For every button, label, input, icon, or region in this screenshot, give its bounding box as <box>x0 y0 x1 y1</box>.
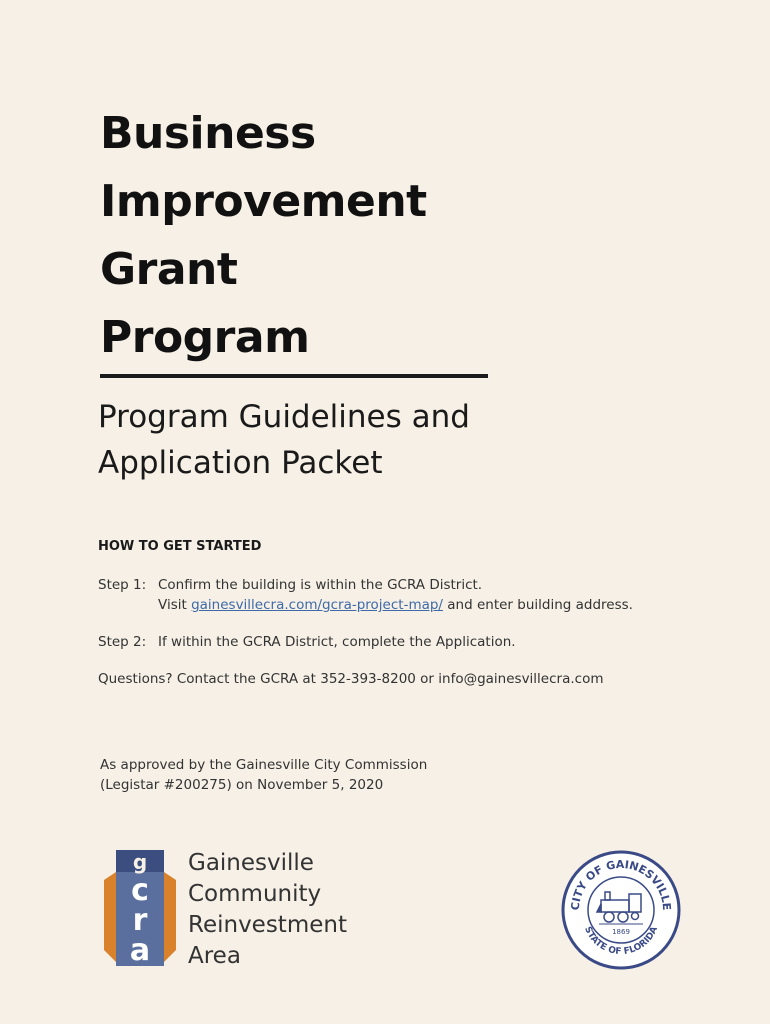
logo-left-fin <box>104 872 116 962</box>
document-title <box>100 100 427 372</box>
visit-prefix: Visit <box>158 597 187 613</box>
step-2 <box>98 632 516 652</box>
logo-right-fin <box>164 872 176 962</box>
approval-note <box>100 755 427 795</box>
step-1-label: Step 1: <box>98 577 147 593</box>
approval-line-2: (Legistar #200275) on November 5, 2020 <box>100 777 384 793</box>
title-line-2: Improvement <box>100 176 427 227</box>
gcra-name <box>188 848 347 972</box>
seal-year: 1869 <box>612 928 630 936</box>
seal-bottom-text: STATE OF FLORIDA <box>582 925 660 958</box>
step-1-text: Confirm the building is within the GCRA District. <box>158 577 483 593</box>
document-subtitle <box>98 394 470 486</box>
gcra-name-line-4: Area <box>188 943 241 969</box>
subtitle-line-2: Application Packet <box>98 445 383 481</box>
title-line-3: Grant <box>100 244 238 295</box>
step-2-label: Step 2: <box>98 634 147 650</box>
logo-letter-a: a <box>129 933 151 968</box>
gcra-name-line-2: Community <box>188 881 322 907</box>
step-1-visit-line <box>98 595 633 615</box>
subtitle-line-1: Program Guidelines and <box>98 399 470 435</box>
title-divider <box>100 374 488 378</box>
gcra-name-line-1: Gainesville <box>188 850 314 876</box>
approval-line-1: As approved by the Gainesville City Commission <box>100 757 428 773</box>
seal-top-text: CITY OF GAINESVILLE <box>568 857 674 911</box>
title-line-1: Business <box>100 108 316 159</box>
questions-contact: Questions? Contact the GCRA at 352-393-8200 or info@gainesvillecra.com <box>98 671 604 687</box>
city-seal <box>561 850 681 970</box>
step-1 <box>98 575 633 615</box>
project-map-link[interactable]: gainesvillecra.com/gcra-project-map/ <box>191 597 443 613</box>
visit-suffix: and enter building address. <box>447 597 633 613</box>
title-line-4: Program <box>100 312 310 363</box>
step-2-text: If within the GCRA District, complete the Application. <box>158 634 516 650</box>
how-to-heading: HOW TO GET STARTED <box>98 539 262 554</box>
gcra-logo <box>100 850 180 970</box>
logo-letter-c: c <box>131 873 149 908</box>
logo-letter-r: r <box>132 903 148 938</box>
gcra-name-line-3: Reinvestment <box>188 912 347 938</box>
logo-letter-g: g <box>132 850 148 874</box>
